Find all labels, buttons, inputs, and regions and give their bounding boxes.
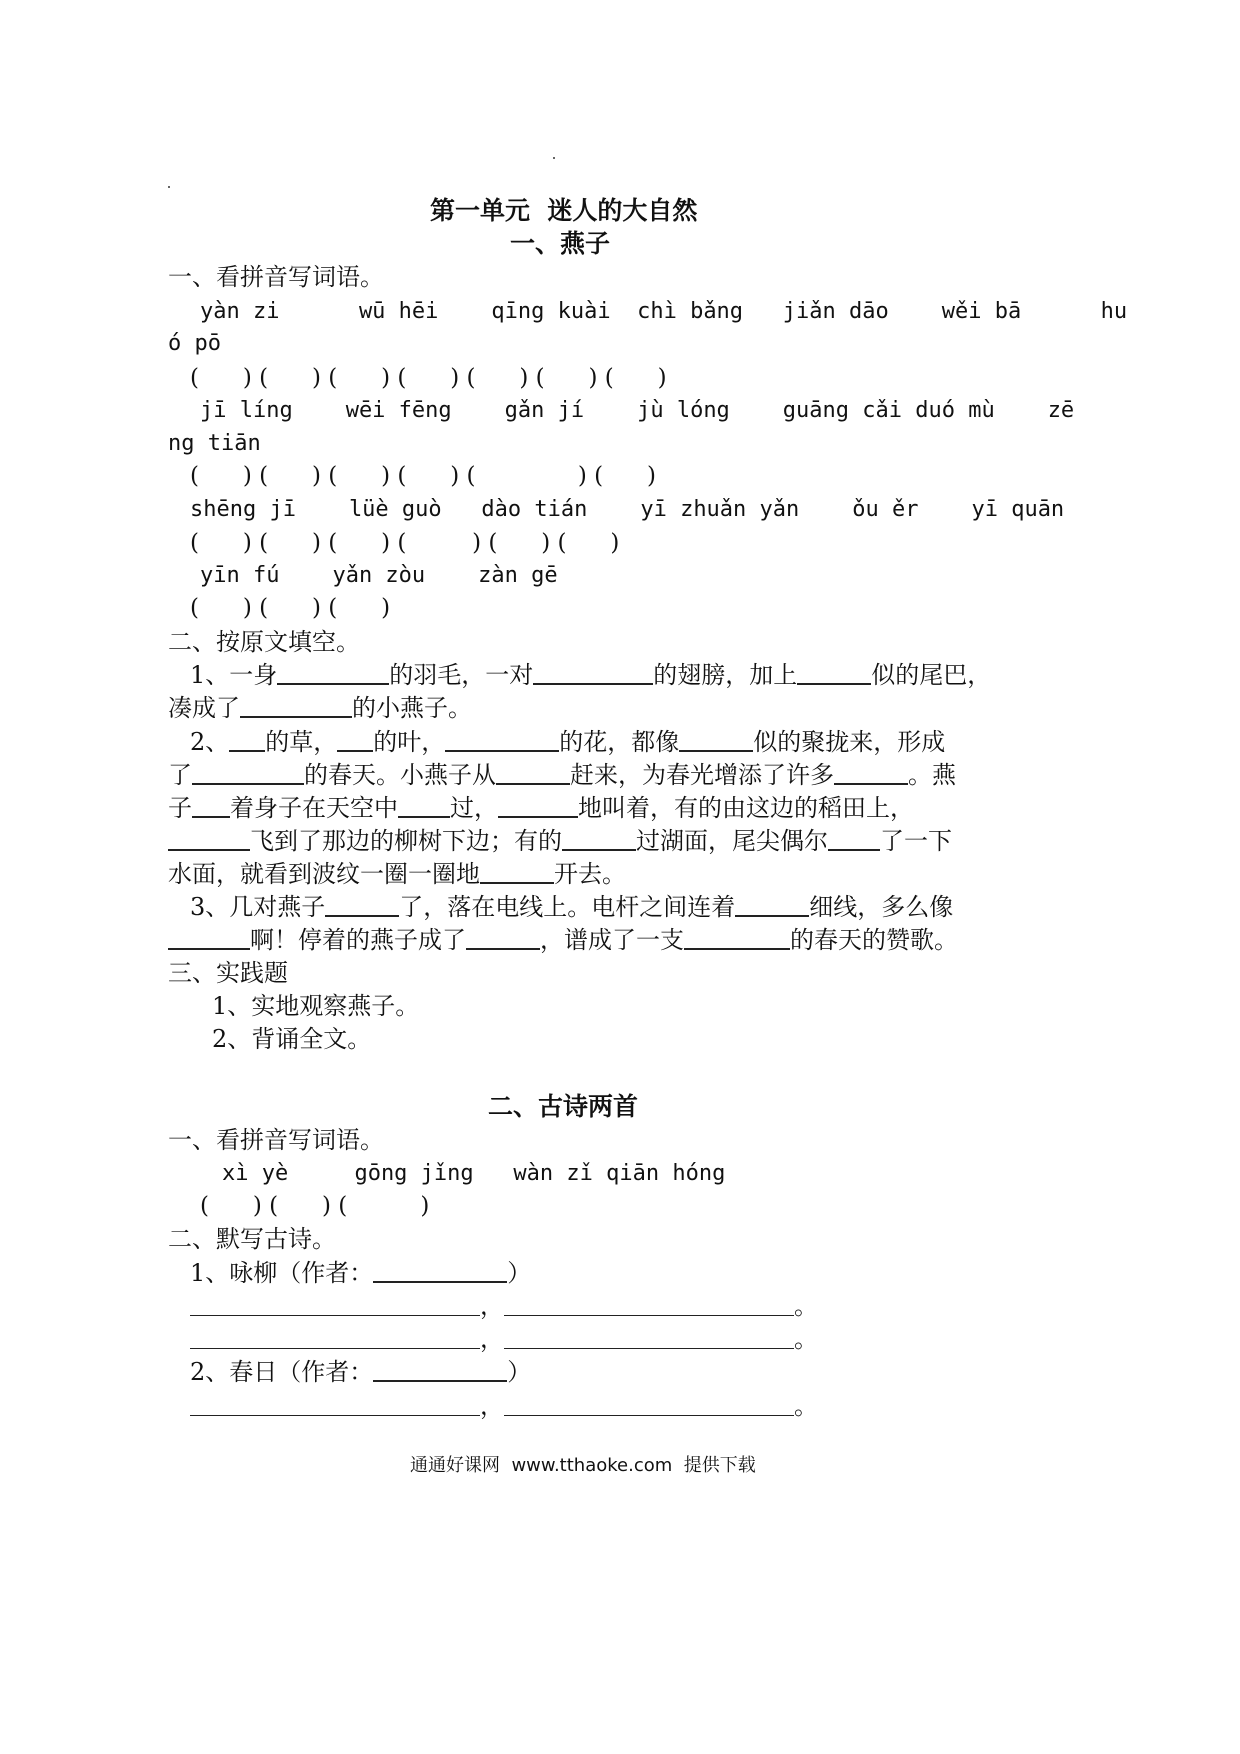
fill-blank[interactable] (229, 732, 265, 752)
pinyin-row2: jī líng wēi fēng gǎn jí jù lóng guāng cǎi duó mù zē (200, 398, 1075, 423)
fill-line: 1、一身 的羽毛，一对 的翅膀，加上 似的尾巴， (190, 661, 992, 689)
poem1-author-line: 1、咏柳（作者： ） (190, 1259, 532, 1287)
pinyin-row3: shēng jī lüè guò dào tián yī zhuǎn yǎn ǒu ěr yī quān (190, 497, 1065, 522)
fill-line: 了 的春天。小燕子从 赶来，为春光增添了许多 。燕 (168, 761, 956, 789)
poem-blank[interactable] (190, 1397, 480, 1416)
fill-blank[interactable] (480, 864, 554, 884)
fill-blank[interactable] (684, 930, 790, 950)
fill-blank[interactable] (445, 732, 559, 752)
practice-item: 1、实地观察燕子。 (212, 992, 420, 1020)
fill-line: 子 着身子在天空中 过， 地叫着，有的由这边的稻田上， (168, 794, 914, 822)
scan-speck (168, 186, 170, 188)
poem-blank[interactable] (190, 1297, 480, 1316)
scan-speck (553, 157, 555, 159)
fill-blank[interactable] (498, 798, 578, 818)
pinyin-row1-wrap: ó pō (168, 331, 221, 356)
fill-line: 水面，就看到波纹一圈一圈地 开去。 (168, 860, 626, 888)
footer-credit: 通通好课网 www.tthaoke.com 提供下载 (410, 1455, 756, 1476)
fill-blank[interactable] (168, 930, 250, 950)
fill-line: 2、 的草， 的叶， 的花，都像 似的聚拢来，形成 (190, 728, 946, 756)
fill-blank[interactable] (192, 798, 230, 818)
fill-blank[interactable] (277, 665, 389, 685)
unit-title: 第一单元 迷人的大自然 (430, 196, 698, 225)
pinyin-row4: yīn fú yǎn zòu zàn gē (200, 563, 558, 588)
poem1-line1: ， 。 (190, 1292, 818, 1320)
fill-blank[interactable] (797, 665, 871, 685)
pinyin-row1: yàn zi wū hēi qīng kuài chì bǎng jiǎn dāo wěi bā hu (200, 299, 1128, 324)
fill-blank[interactable] (337, 732, 373, 752)
lesson2-q2-heading: 二、默写古诗。 (168, 1225, 336, 1253)
fill-line: 飞到了那边的柳树下边；有的 过湖面，尾尖偶尔 了一下 (168, 827, 952, 855)
lesson2-answer-brackets: ( ) ( ) ( ) (200, 1193, 430, 1219)
poem-blank[interactable] (504, 1330, 794, 1349)
answer-brackets-row4: ( ) ( ) ( ) (190, 595, 391, 621)
poem2-line1: ， 。 (190, 1392, 818, 1420)
fill-blank[interactable] (834, 765, 908, 785)
fill-blank[interactable] (679, 732, 753, 752)
poem-blank[interactable] (504, 1397, 794, 1416)
author-blank[interactable] (373, 1263, 507, 1283)
author-blank[interactable] (373, 1362, 507, 1382)
fill-blank[interactable] (192, 765, 304, 785)
poem-blank[interactable] (190, 1330, 480, 1349)
lesson1-title: 一、燕子 (510, 229, 611, 258)
poem1-line2: ， 。 (190, 1325, 818, 1353)
lesson1-q3-heading: 三、实践题 (168, 959, 288, 987)
lesson1-q2-heading: 二、按原文填空。 (168, 628, 360, 656)
fill-line: 3、几对燕子 了，落在电线上。电杆之间连着 细线，多么像 (190, 893, 954, 921)
practice-item: 2、背诵全文。 (212, 1025, 372, 1053)
fill-blank[interactable] (496, 765, 570, 785)
answer-brackets-row3: ( ) ( ) ( ) ( ) ( ) ( ) (190, 530, 620, 556)
answer-brackets-row2: ( ) ( ) ( ) ( ) ( ) ( ) (190, 463, 656, 489)
pinyin-row2-wrap: ng tiān (168, 431, 261, 456)
fill-blank[interactable] (398, 798, 450, 818)
poem-blank[interactable] (504, 1297, 794, 1316)
fill-blank[interactable] (466, 930, 540, 950)
poem2-author-line: 2、春日（作者： ） (190, 1358, 532, 1386)
fill-blank[interactable] (828, 831, 880, 851)
fill-blank[interactable] (240, 698, 352, 718)
fill-blank[interactable] (562, 831, 636, 851)
fill-blank[interactable] (735, 897, 809, 917)
fill-blank[interactable] (533, 665, 653, 685)
lesson2-pinyin: xì yè gōng jǐng wàn zǐ qiān hóng (222, 1161, 726, 1186)
lesson2-q1-heading: 一、看拼音写词语。 (168, 1126, 384, 1154)
fill-blank[interactable] (168, 831, 250, 851)
fill-line: 啊！停着的燕子成了 ，谱成了一支 的春天的赞歌。 (168, 926, 958, 954)
answer-brackets-row1: ( ) ( ) ( ) ( ) ( ) ( ) ( ) (190, 365, 667, 391)
fill-blank[interactable] (325, 897, 399, 917)
lesson1-q1-heading: 一、看拼音写词语。 (168, 263, 384, 291)
lesson2-title: 二、古诗两首 (488, 1092, 639, 1121)
fill-line: 凑成了 的小燕子。 (168, 694, 472, 722)
